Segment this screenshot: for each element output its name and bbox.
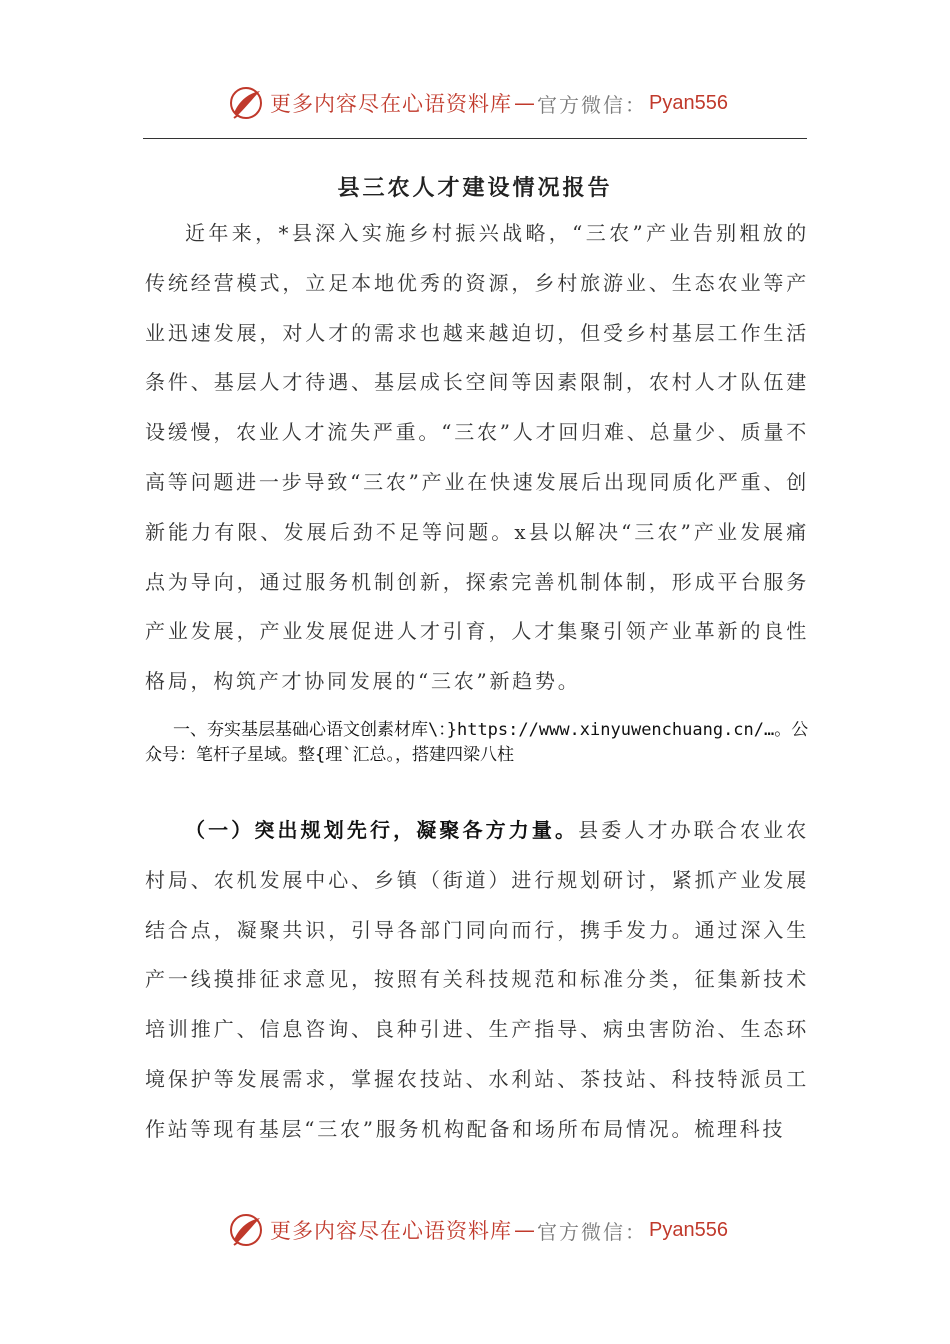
intro-paragraph: 近年来，*县深入实施乡村振兴战略，“三农”产业告别粗放的传统经营模式，立足本地优秀的资源，乡村旅游业、生态农业等产业迅速发展，对人才的需求也越来越迫切，但受乡村基层工作生活条件、基层人才待遇、基层成长空间等因素限制，农村人才队伍建设缓慢，农业人才流失严重。“三农”人才回归难、总量少、质量不高等问题进一步导致“三农”产业在快速发展后出现同质化严重、创新能力有限、发展后劲不足等问题。x县以解决“三农”产业发展痛点为导向，通过服务机制创新，探索完善机制体制，形成平台服务产业发展，产业发展促进人才引育，人才集聚引领产业革新的良性格局，构筑产才协同发展的“三农”新趋势。 [145,221,809,694]
footer-banner [0,1210,950,1250]
footer-site-text: 更多内容尽在心语资料库 [270,1219,512,1243]
section-heading-1: 一、夯实基层基础心语文创素材库\：}https://www.xinyuwenchuang.cn/…。公众号：笔杆子星域。整{理`汇总。，搭建四梁八柱 [145,720,809,765]
subsection-1-heading: （一）突出规划先行，凝聚各方力量。 [185,818,579,842]
page-title: 县三农人才建设情况报告 [337,174,613,201]
header-wechat-id: Pyan556 [649,91,728,114]
pen-logo-icon [228,1212,264,1248]
pen-logo-icon [228,85,264,121]
subsection-1-body: 县委人才办联合农业农村局、农机发展中心、乡镇（街道）进行规划研讨，紧抓产业发展结合点，凝聚共识，引导各部门同向而行，携手发力。通过深入生产一线摸排征求意见，按照有关科技规范和标准分类，征集新技术培训推广、信息咨询、良种引进、生产指导、病虫害防治、生态环境保护等发展需求，掌握农技站、水利站、茶技站、科技特派员工作站等现有基层“三农”服务机构配备和场所布局情况。梳理科技 [145,818,809,1141]
subsection-1-paragraph [145,806,809,1155]
header-dash: — [514,91,535,115]
header-banner [0,83,950,123]
footer-wechat-id: Pyan556 [649,1218,728,1241]
footer-dash: — [514,1218,535,1242]
footer-wechat-label: 官方微信： [537,1219,647,1244]
header-site-text: 更多内容尽在心语资料库 [270,92,512,116]
header-rule [143,138,807,139]
header-wechat-label: 官方微信： [537,92,647,117]
